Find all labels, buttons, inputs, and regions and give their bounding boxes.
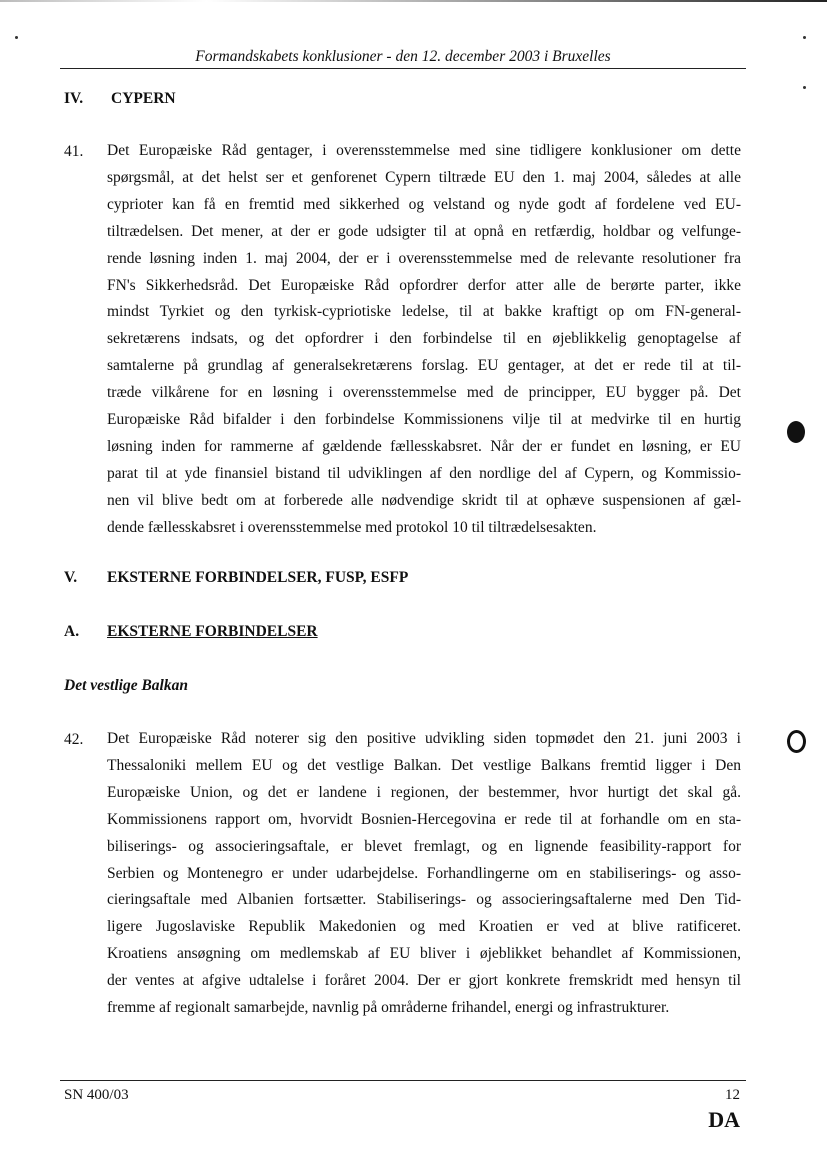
paragraph-line: ligere Jugoslaviske Republik Makedonien og med Kroatien er ved at blive ratificeret. xyxy=(107,918,741,936)
scan-edge xyxy=(0,0,827,2)
document-reference: SN 400/03 xyxy=(64,1087,129,1103)
language-code: DA xyxy=(708,1107,740,1132)
paragraph-line: nen vil blive bedt om at forberede alle nødvendige skridt til at ophæve suspensionen af gæl- xyxy=(107,491,741,509)
paragraph-line: parat til at yde finansiel bistand til udviklingen af den nordlige del af Cypern, og Kommissio- xyxy=(107,464,741,482)
paragraph-line: spørgsmål, at det helst ser et genforenet Cypern tiltræde EU den 1. maj 2004, således at alle xyxy=(107,168,741,186)
paragraph-line: Europæiske Råd bifalder i den forbindelse Kommissionens vilje til at medvirke til en hurtig xyxy=(107,411,741,429)
paragraph-line: dende fællesskabsret i overensstemmelse med protokol 10 til tiltrædelsesakten. xyxy=(107,518,597,536)
subheading: Det vestlige Balkan xyxy=(64,677,188,694)
punch-hole-ring xyxy=(787,730,806,753)
page-header: Formandskabets konklusioner - den 12. december 2003 i Bruxelles xyxy=(195,48,611,65)
paragraph-41 xyxy=(107,138,741,542)
footer-rule xyxy=(60,1080,746,1081)
paragraph-line: FN's Sikkerhedsråd. Det Europæiske Råd opfordrer derfor atter alle de berørte parter, ikke xyxy=(107,276,741,294)
paragraph-line: mindst Tyrkiet og den tyrkisk-cypriotiske ledelse, til at bakke kraftigt op om FN-general- xyxy=(107,303,741,321)
scan-speck xyxy=(15,36,18,39)
paragraph-line: der ventes at afgive udtalelse i foråret 2004. Der er gjort konkrete fremskridt med hensyn til xyxy=(107,972,741,990)
scan-speck xyxy=(803,36,806,39)
paragraph-line: løsning inden for rammerne af gældende fællesskabsret. Når der er fundet en løsning, er EU xyxy=(107,437,741,455)
section-iv-number: IV. xyxy=(64,90,84,107)
paragraph-line: Det Europæiske Råd noterer sig den positive udvikling siden topmødet den 21. juni 2003 i xyxy=(107,730,741,747)
punch-hole-mark xyxy=(787,421,805,443)
section-a-title: EKSTERNE FORBINDELSER xyxy=(107,623,318,640)
paragraph-line: Europæiske Union, og det er landene i regionen, der bestemmer, hvor hurtigt det skal gå. xyxy=(107,783,741,801)
paragraph-line: tiltrædelsen. Det mener, at der er gode udsigter til at opnå en retfærdig, holdbar og velfunge- xyxy=(107,222,741,240)
header-rule xyxy=(60,68,746,69)
paragraph-41-number: 41. xyxy=(64,143,84,160)
paragraph-line: samtalerne på grundlag af generalsekretærens forslag. EU gentager, at det er rede til at til- xyxy=(107,357,741,375)
scan-speck xyxy=(803,86,806,89)
section-iv-title: CYPERN xyxy=(111,90,176,107)
paragraph-line: Kroatiens ansøgning om medlemskab af EU bliver i øjeblikket behandlet af Kommissionen, xyxy=(107,945,741,963)
section-a-number: A. xyxy=(64,623,80,640)
section-v-number: V. xyxy=(64,569,78,586)
paragraph-line: sekretærens indsats, og det opfordrer i den forbindelse til en øjeblikkelig genoptagelse af xyxy=(107,330,741,348)
section-v-title: EKSTERNE FORBINDELSER, FUSP, ESFP xyxy=(107,569,409,586)
paragraph-line: Serbien og Montenegro er under udarbejdelse. Forhandlingerne om en stabiliserings- og asso- xyxy=(107,864,741,882)
paragraph-line: biliserings- og associeringsaftale, er blevet fremlagt, og en lignende feasibility-rapport for xyxy=(107,837,741,855)
paragraph-42 xyxy=(107,726,741,1022)
paragraph-line: cieringsaftale med Albanien fortsætter. Stabiliserings- og associeringsaftalerne med Den Tid- xyxy=(107,891,741,909)
paragraph-line: Thessaloniki mellem EU og det vestlige Balkan. Det vestlige Balkans fremtid ligger i Den xyxy=(107,756,741,774)
paragraph-line: træde vilkårene for en løsning i overensstemmelse med de principper, EU bygger på. Det xyxy=(107,384,741,402)
paragraph-line: rende løsning inden 1. maj 2004, der er i overensstemmelse med de relevante resolutioner fra xyxy=(107,249,741,267)
paragraph-42-number: 42. xyxy=(64,731,84,748)
page-number: 12 xyxy=(725,1087,740,1103)
paragraph-line: fremme af regionalt samarbejde, navnlig på områderne frihandel, energi og infrastrukturer. xyxy=(107,999,670,1017)
paragraph-line: Det Europæiske Råd gentager, i overensstemmelse med sine tidligere konklusioner om dette xyxy=(107,142,741,159)
paragraph-line: Kommissionens rapport om, hvorvidt Bosnien-Hercegovina er rede til at forhandle om en sta- xyxy=(107,810,741,828)
paragraph-line: cyprioter kan få en fremtid med sikkerhed og velstand og nyde godt af fordelene ved EU- xyxy=(107,195,741,213)
